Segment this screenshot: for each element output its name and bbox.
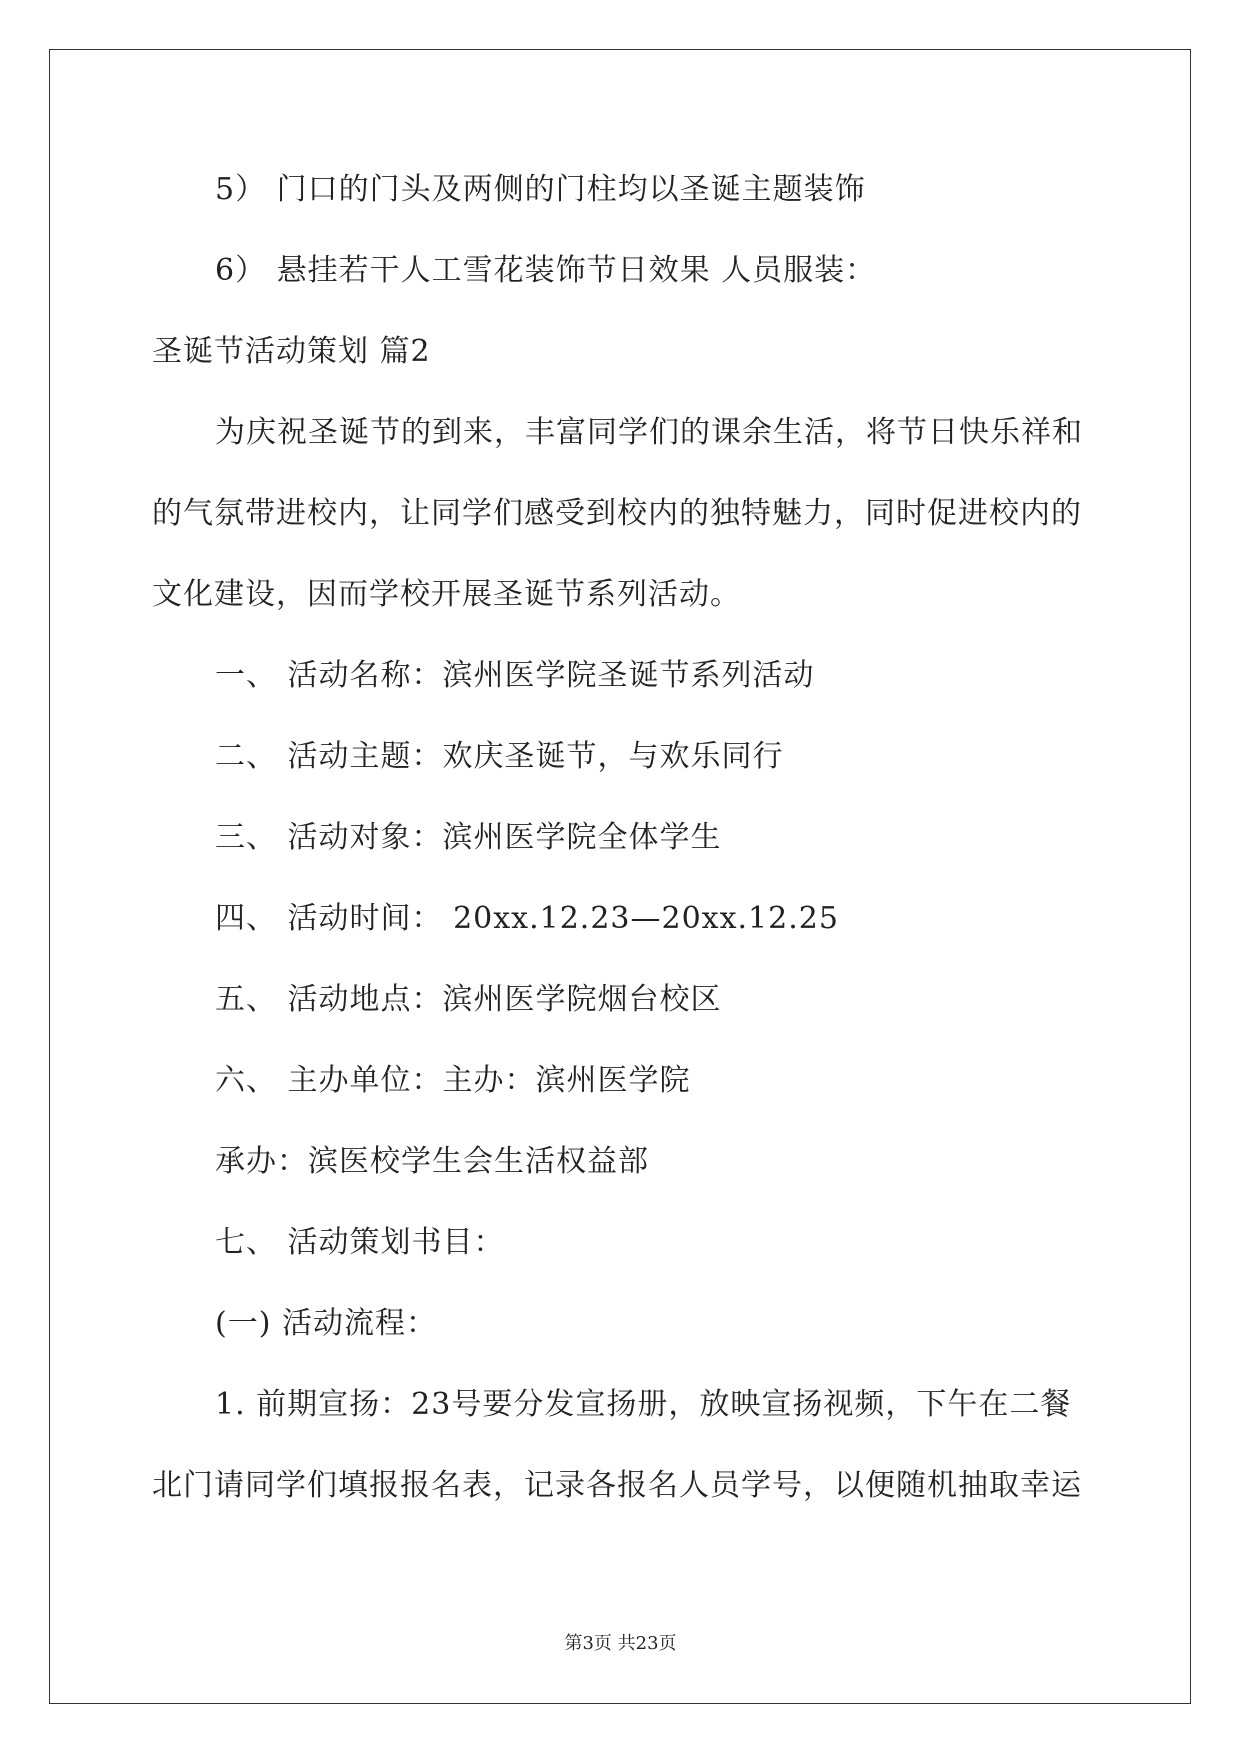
text-line-5: 的气氛带进校内，让同学们感受到校内的独特魅力，同时促进校内的 xyxy=(152,496,1082,531)
text-line-9: 三、 活动对象：滨州医学院全体学生 xyxy=(215,820,722,855)
text-line-13: 承办：滨医校学生会生活权益部 xyxy=(215,1144,649,1179)
text-line-17: 北门请同学们填报报名表，记录各报名人员学号，以便随机抽取幸运 xyxy=(152,1468,1082,1503)
text-line-14: 七、 活动策划书目： xyxy=(215,1225,505,1260)
text-line-2: 6） 悬挂若干人工雪花装饰节日效果 人员服装： xyxy=(215,253,877,288)
page-number-footer: 第3页 共23页 xyxy=(564,1633,677,1654)
text-line-1: 5） 门口的门头及两侧的门柱均以圣诞主题装饰 xyxy=(215,172,866,207)
text-line-11: 五、 活动地点：滨州医学院烟台校区 xyxy=(215,982,722,1017)
page-frame xyxy=(49,49,1191,1704)
text-line-10: 四、 活动时间： 20xx.12.23—20xx.12.25 xyxy=(215,901,839,936)
text-line-4: 为庆祝圣诞节的到来，丰富同学们的课余生活，将节日快乐祥和 xyxy=(215,415,1083,450)
text-line-7: 一、 活动名称：滨州医学院圣诞节系列活动 xyxy=(215,658,815,693)
text-line-12: 六、 主办单位：主办：滨州医学院 xyxy=(215,1063,691,1098)
section-heading: 圣诞节活动策划 篇2 xyxy=(152,334,431,369)
text-line-15: (一) 活动流程： xyxy=(215,1306,437,1341)
text-line-6: 文化建设，因而学校开展圣诞节系列活动。 xyxy=(152,577,741,612)
text-line-16: 1. 前期宣扬：23号要分发宣扬册，放映宣扬视频，下午在二餐 xyxy=(215,1387,1072,1422)
text-line-8: 二、 活动主题：欢庆圣诞节，与欢乐同行 xyxy=(215,739,784,774)
